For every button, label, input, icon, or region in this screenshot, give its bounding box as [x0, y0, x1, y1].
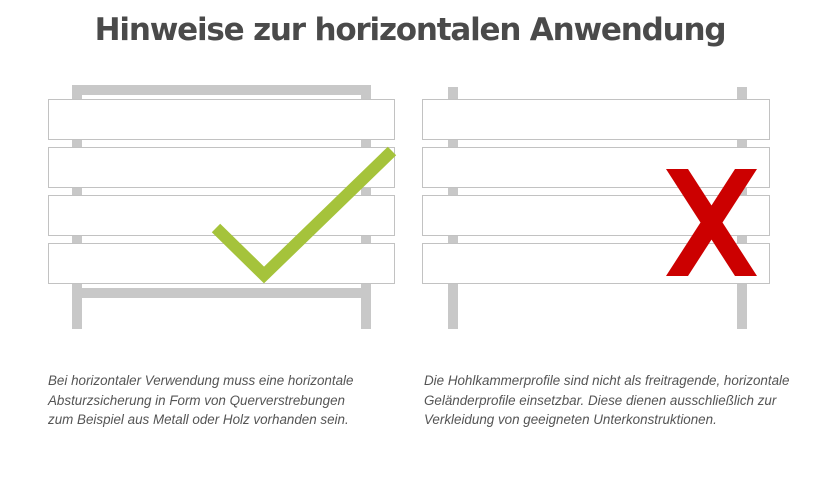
- caption-line: zum Beispiel aus Metall oder Holz vorhanden sein.: [48, 412, 349, 427]
- incorrect-usage-caption: [424, 371, 808, 430]
- board: [423, 100, 770, 140]
- caption-line: Verkleidung von geeigneten Unterkonstruktionen.: [424, 412, 717, 427]
- support-crossbar-bottom: [72, 288, 371, 298]
- incorrect-usage-illustration: [423, 87, 770, 329]
- board: [423, 244, 770, 284]
- caption-line: Geländerprofile einsetzbar. Diese dienen ausschließlich zur: [424, 392, 777, 408]
- support-crossbar-top: [72, 85, 371, 95]
- board: [49, 100, 395, 140]
- caption-line: Bei horizontaler Verwendung muss eine horizontale: [48, 373, 354, 388]
- page-title: Hinweise zur horizontalen Anwendung: [94, 12, 726, 48]
- board: [49, 148, 395, 188]
- correct-usage-caption: [48, 371, 378, 430]
- caption-line: Die Hohlkammerprofile sind nicht als freitragende, horizontale: [424, 373, 790, 388]
- board: [423, 148, 770, 188]
- correct-usage-illustration: [49, 85, 395, 329]
- caption-line: Absturzsicherung in Form von Querverstrebungen: [48, 392, 345, 408]
- board: [49, 244, 395, 284]
